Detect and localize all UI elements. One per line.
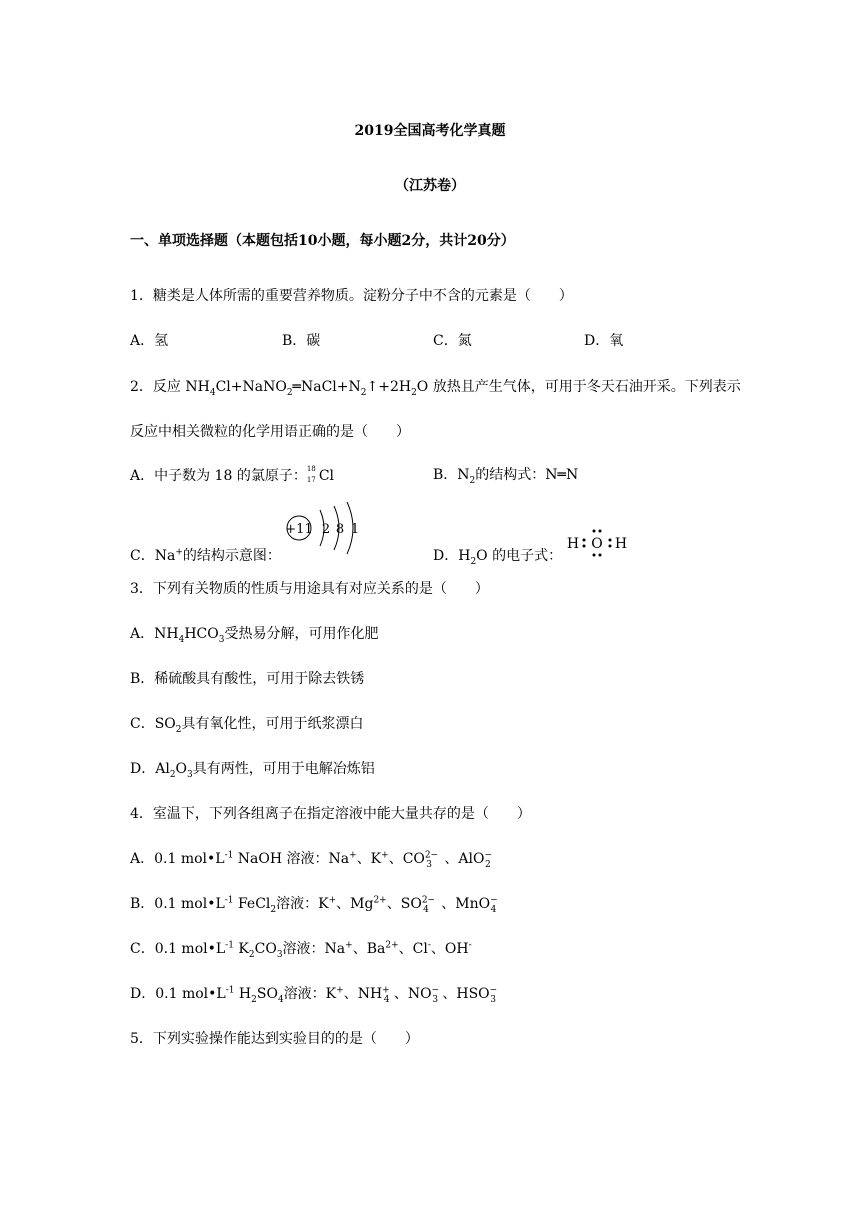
- sodium-atom-structure-diagram: [284, 500, 368, 560]
- water-electron-dot-diagram: [566, 528, 628, 558]
- q2-option-a: A．中子数为 18 的氯原子： 18 17 Cl: [130, 465, 335, 484]
- question-5-stem: 5．下列实验操作能达到实验目的的是（ ）: [130, 1031, 419, 1047]
- q2-option-c: C．Na+的结构示意图：: [130, 547, 281, 564]
- shell-2-electrons: 8: [335, 522, 345, 537]
- question-2-stem-line2: 反应中相关微粒的化学用语正确的是（ ）: [130, 424, 410, 440]
- q2-option-b: B．$N_2$的结构式：N═N: [433, 467, 579, 486]
- nucleus-charge: +11: [285, 522, 313, 537]
- section-heading: 一、单项选择题（本题包括10小题，每小题2分，共计20分）: [130, 233, 515, 249]
- q1-option-a: A．氢: [130, 333, 169, 349]
- page-subtitle: （江苏卷）: [395, 178, 465, 194]
- question-3-stem: 3．下列有关物质的性质与用途具有对应关系的是（ ）: [130, 581, 489, 597]
- question-1-stem: 1．糖类是人体所需的重要营养物质。淀粉分子中不含的元素是（ ）: [130, 288, 573, 304]
- q4-option-a: A．0.1 $mol•L^{-1}$ NaOH 溶液：Na+、K+、$CO^{2-}_3$ 、AlO−$_2$: [130, 850, 492, 870]
- q3-option-b: B．稀硫酸具有酸性，可用于除去铁锈: [130, 671, 365, 687]
- question-4-stem: 4．室温下，下列各组离子在指定溶液中能大量共存的是（ ）: [130, 806, 531, 822]
- svg-text:O: O: [591, 536, 603, 552]
- question-2-stem: 2．反应 $NH_4Cl+NaNO_2═NaCl+N_2↑+2H_2O$ 放热且产生气体，可用于冬天石油开采。下列表示: [130, 379, 741, 398]
- shell-3-electrons: 1: [350, 522, 360, 537]
- svg-text:H: H: [566, 536, 580, 552]
- page-title: 2019全国高考化学真题: [354, 123, 506, 139]
- q4-option-c: C．0.1 $mol•L^{-1}$ $K_2CO_3$溶液：Na+、$Ba^{2+}$、Cl-、OH-: [130, 940, 472, 960]
- q1-option-c: C．氮: [433, 333, 472, 349]
- q4-option-b: B．0.1 $mol•L^{-1}$ FeCl$_2$溶液：K+、$Mg^{2+}$、$SO^{2-}_4$ 、MnO−$_4$: [130, 895, 498, 915]
- q3-option-c: C．$SO_2$具有氧化性，可用于纸浆漂白: [130, 716, 364, 735]
- svg-text:H: H: [614, 536, 628, 552]
- q1-option-b: B．碳: [282, 333, 321, 349]
- q1-option-d: D．氧: [584, 333, 624, 349]
- q3-option-a: A．$NH_4HCO_3$受热易分解，可用作化肥: [130, 626, 379, 645]
- q2-option-d: D．$H_2O$ 的电子式：: [433, 548, 563, 567]
- q3-option-d: D．$Al_2O_3$具有两性，可用于电解冶炼铝: [130, 761, 375, 780]
- q4-option-d: D．0.1 $mol•L^{-1}$ $H_2SO_4$溶液：K+、$NH^+_4$ 、$NO^-_3$ 、$HSO^-_3$: [130, 985, 498, 1005]
- shell-1-electrons: 2: [321, 522, 331, 537]
